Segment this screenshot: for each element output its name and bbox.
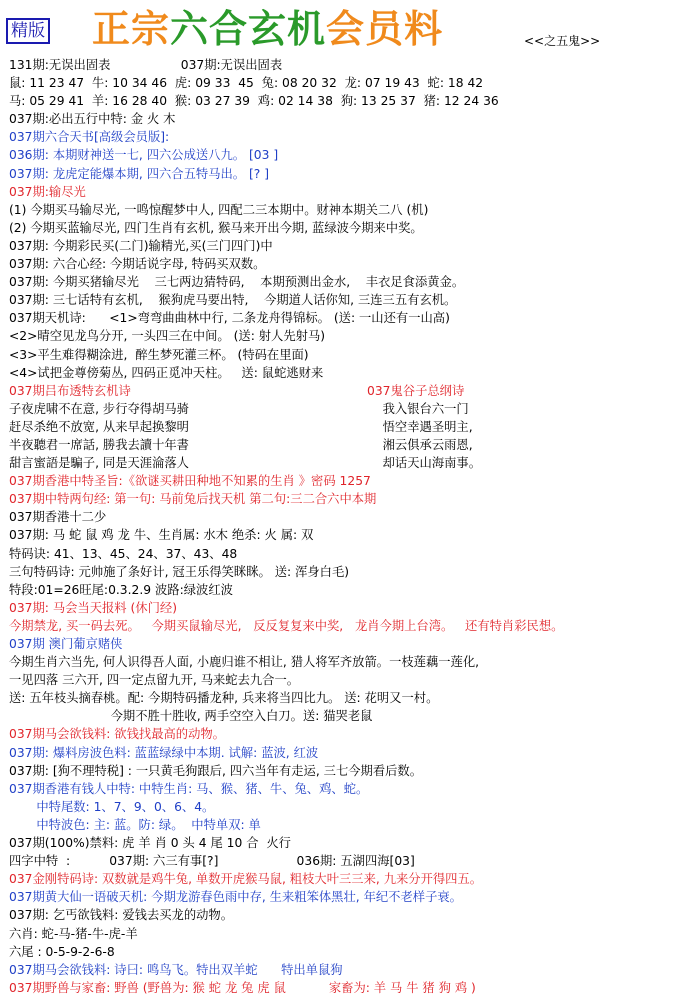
text-line-left: 半夜聽君一席話, 勝我去讀十年書 bbox=[9, 437, 189, 452]
text-line bbox=[9, 400, 685, 418]
content-lines bbox=[9, 56, 685, 997]
text-line-content: 037期香港有钱人中特: 中特生肖: 马、猴、猪、牛、兔、鸡、蛇。 bbox=[9, 781, 369, 796]
text-line bbox=[9, 834, 685, 852]
text-line bbox=[9, 219, 685, 237]
text-line-content: 今期生肖六当先, 何人识得吾人面, 小鹿归谁不相让, 猎人将军齐放箭。一枝莲藕一莲化, bbox=[9, 655, 480, 670]
text-line bbox=[9, 201, 685, 219]
text-line-content: 四字中特 : 037期: 六三有事[?] 036期: 五湖四海[03] bbox=[9, 854, 415, 869]
text-line bbox=[9, 979, 685, 997]
text-line bbox=[9, 346, 685, 364]
text-line bbox=[9, 382, 685, 400]
text-line-right: 湘云俱承云雨恩, bbox=[367, 437, 473, 452]
text-line-right: 却话天山海南事。 bbox=[367, 456, 482, 471]
text-line-content: 037期: 爆料房波色料: 蓝蓝绿绿中本期. 试解: 蓝波, 红波 bbox=[9, 745, 319, 760]
text-line-content: <4>试把金尊傍菊丛, 四码正觅冲天柱。 送: 鼠蛇逃财来 bbox=[9, 365, 324, 380]
text-line-left: 子夜虎啸不在意, 步行夺得胡马骑 bbox=[9, 401, 189, 416]
text-line bbox=[9, 545, 685, 563]
text-line-content: 131期:无误出固表 037期:无误出固表 bbox=[9, 58, 283, 72]
text-line bbox=[9, 762, 685, 780]
text-line-content: 中特波色: 主: 蓝。防: 绿。 中特单双: 单 bbox=[9, 817, 261, 832]
text-line bbox=[9, 291, 685, 309]
text-line-content: 037期: 马会当天报料 (休门经) bbox=[9, 600, 177, 615]
text-line-content: 三句特码诗: 元帅施了条好计, 冠王乐得笑眯眯。 送: 浑身白毛) bbox=[9, 564, 350, 579]
text-line-content: 马: 05 29 41 羊: 16 28 40 猴: 03 27 39 鸡: 02 14 38 狗: 13 25 37 猪: 12 24 36 bbox=[9, 94, 499, 109]
text-line-content: 送: 五年枝头摘春桃。配: 今期特码播龙种, 兵来将当四比九。 送: 花明又一村。 bbox=[9, 691, 439, 706]
text-line-left: 甜言蜜語是騙子, 同是天涯淪落人 bbox=[9, 456, 189, 471]
text-line bbox=[9, 725, 685, 743]
text-line bbox=[9, 526, 685, 544]
text-line bbox=[9, 744, 685, 762]
text-line-content: 今期禁龙, 买一码去死。 今期买鼠输尽光, 反反复复来中奖, 龙肖今期上台湾。 还有特肖彩民想。 bbox=[9, 618, 564, 633]
version-badge: 精版 bbox=[6, 18, 50, 44]
text-line bbox=[9, 852, 685, 870]
text-line-content: 037期六合天书[高级会员版]: bbox=[9, 130, 170, 145]
text-line bbox=[9, 798, 685, 816]
page-title bbox=[92, 4, 443, 54]
text-line bbox=[9, 508, 685, 526]
text-line bbox=[9, 183, 685, 201]
text-line bbox=[9, 653, 685, 671]
text-line-content: 037期香港十二少 bbox=[9, 510, 107, 525]
text-line bbox=[9, 128, 685, 146]
text-line-content: 六肖: 蛇-马-猪-牛-虎-羊 bbox=[9, 926, 138, 941]
text-line-content: 037期马会欲钱料: 诗曰: 鸣鸟飞。特出双羊蛇 特出单鼠狗 bbox=[9, 962, 343, 977]
text-line bbox=[9, 418, 685, 436]
text-line-content: 037期: 今期买猪输尽光 三七两边猜特码, 本期预测出金水, 丰衣足食添黄金。 bbox=[9, 275, 465, 290]
text-line-content: 今期不胜十胜收, 两手空空入白刀。送: 猫哭老鼠 bbox=[9, 709, 373, 724]
text-line-content: 特码诀: 41、13、45、24、37、43、48 bbox=[9, 546, 238, 561]
text-line-content: 037期中特两句经: 第一句: 马前兔后找天机 第二句:三二合六中本期 bbox=[9, 492, 377, 507]
text-line-content: 037期马会欲钱料: 欲钱找最高的动物。 bbox=[9, 727, 225, 742]
text-line-content: 037期: [狗不理特税] : 一只黄毛狗跟后, 四六当年有走运, 三七今期看后数。 bbox=[9, 763, 423, 778]
text-line-content: 037期(100%)禁料: 虎 羊 肖 0 头 4 尾 10 合 火行 bbox=[9, 836, 291, 851]
text-line bbox=[9, 165, 685, 183]
text-line-content: 037期: 马 蛇 鼠 鸡 龙 牛、生肖属: 水木 绝杀: 火 属: 双 bbox=[9, 528, 314, 543]
text-line bbox=[9, 906, 685, 924]
text-line bbox=[9, 327, 685, 345]
text-line bbox=[9, 599, 685, 617]
text-line bbox=[9, 707, 685, 725]
text-line bbox=[9, 364, 685, 382]
text-line bbox=[9, 273, 685, 291]
text-line bbox=[9, 110, 685, 128]
text-line bbox=[9, 617, 685, 635]
text-line-content: 特段:01=26旺尾:0.3.2.9 波路:绿波红波 bbox=[9, 582, 233, 597]
text-line bbox=[9, 472, 685, 490]
text-line-content: <2>晴空见龙鸟分开, 一头四三在中间。 (送: 射人先射马) bbox=[9, 329, 326, 344]
text-line bbox=[9, 925, 685, 943]
text-line bbox=[9, 780, 685, 798]
text-line bbox=[9, 635, 685, 653]
text-line-content: 037期黄大仙一语破天机: 今期龙游春色雨中存, 生来粗笨体黑壮, 年纪不老样子衰。 bbox=[9, 890, 462, 905]
text-line bbox=[9, 56, 685, 74]
text-line-content: 一见四落 三六开, 四一定点留九开, 马来蛇去九合一。 bbox=[9, 673, 300, 688]
title-part: 六合 bbox=[170, 7, 249, 51]
text-line-content: 鼠: 11 23 47 牛: 10 34 46 虎: 09 33 45 兔: 08 20 32 龙: 07 19 43 蛇: 18 42 bbox=[9, 76, 484, 91]
text-line-content: (2) 今期买蓝输尽光, 四门生肖有玄机, 猴马来开出今期, 蓝绿波今期来中奖。 bbox=[9, 220, 423, 235]
text-line bbox=[9, 671, 685, 689]
text-line-content: 037金刚特码诗: 双数就是鸡牛兔, 单数开虎猴马鼠, 粗枝大叶三三来, 九来分开得四五。 bbox=[9, 872, 483, 887]
text-line-left: 037期吕布透特玄机诗 bbox=[9, 383, 131, 398]
text-line-content: 037期天机诗: <1>弯弯曲曲林中行, 二条龙舟得锦标。 (送: 一山还有一山高) bbox=[9, 311, 450, 326]
text-line bbox=[9, 92, 685, 110]
text-line-content: 037期野兽与家畜: 野兽 (野兽为: 猴 蛇 龙 兔 虎 鼠 家畜为: 羊 马 牛 猪 狗 鸡 ) bbox=[9, 980, 476, 995]
title-part: 料 bbox=[404, 7, 444, 51]
text-line bbox=[9, 255, 685, 273]
text-line bbox=[9, 816, 685, 834]
text-line bbox=[9, 870, 685, 888]
text-line-content: 037期: 乞丐欲钱料: 爱钱去买龙的动物。 bbox=[9, 908, 234, 923]
page-header bbox=[0, 0, 690, 60]
text-line-right: 我入银台六一门 bbox=[367, 401, 469, 416]
text-line-content: 037期香港中特圣旨:《欲谜买耕田种地不知累的生肖 》密码 1257 bbox=[9, 474, 371, 489]
text-line-left: 赶尽杀绝不放宽, 从来早起换黎明 bbox=[9, 419, 189, 434]
text-line-content: 六尾 : 0-5-9-2-6-8 bbox=[9, 944, 115, 959]
text-line-content: 037期:必出五行中特: 金 火 木 bbox=[9, 112, 176, 127]
text-line bbox=[9, 436, 685, 454]
text-line bbox=[9, 454, 685, 472]
text-line bbox=[9, 943, 685, 961]
text-line-content: 037期: 三七话特有玄机, 猴狗虎马要出特, 今期道人话你知, 三连三五有玄机。 bbox=[9, 293, 457, 308]
text-line bbox=[9, 689, 685, 707]
text-line bbox=[9, 74, 685, 92]
text-line-content: 037期: 今期彩民买(二门)输精光,买(三门四门)中 bbox=[9, 238, 273, 253]
text-line bbox=[9, 581, 685, 599]
text-line-content: <3>平生难得糊涂进, 醉生梦死灌三杯。 (特码在里面) bbox=[9, 347, 309, 362]
text-line-content: 中特尾数: 1、7、9、0、6、4。 bbox=[9, 799, 215, 814]
text-line-content: 036期: 本期财神送一七, 四六公成送八九。 [03 ] bbox=[9, 148, 279, 163]
text-line-right: 悟空幸遇圣明主, bbox=[367, 419, 473, 434]
text-line bbox=[9, 563, 685, 581]
title-part: 会员 bbox=[326, 7, 405, 51]
text-line bbox=[9, 309, 685, 327]
text-line bbox=[9, 237, 685, 255]
text-line bbox=[9, 961, 685, 979]
text-line-right: 037鬼谷子总纲诗 bbox=[367, 383, 465, 398]
text-line-content: 037期 澳门葡京赌侠 bbox=[9, 637, 123, 651]
title-part: 玄机 bbox=[248, 7, 327, 51]
text-line bbox=[9, 146, 685, 164]
text-line-content: 037期: 六合心经: 今期话说字母, 特码买双数。 bbox=[9, 257, 266, 272]
text-line-content: (1) 今期买马输尽光, 一鸣惊醒梦中人, 四配二三本期中。财神本期关二八 (机) bbox=[9, 202, 429, 217]
text-line bbox=[9, 888, 685, 906]
subtitle: <<之五鬼>> bbox=[524, 34, 601, 48]
title-part: 正宗 bbox=[92, 7, 171, 51]
text-line bbox=[9, 490, 685, 508]
text-line-content: 037期:输尽光 bbox=[9, 184, 86, 199]
text-line-content: 037期: 龙虎定能爆本期, 四六合五特马出。 [? ] bbox=[9, 166, 270, 181]
